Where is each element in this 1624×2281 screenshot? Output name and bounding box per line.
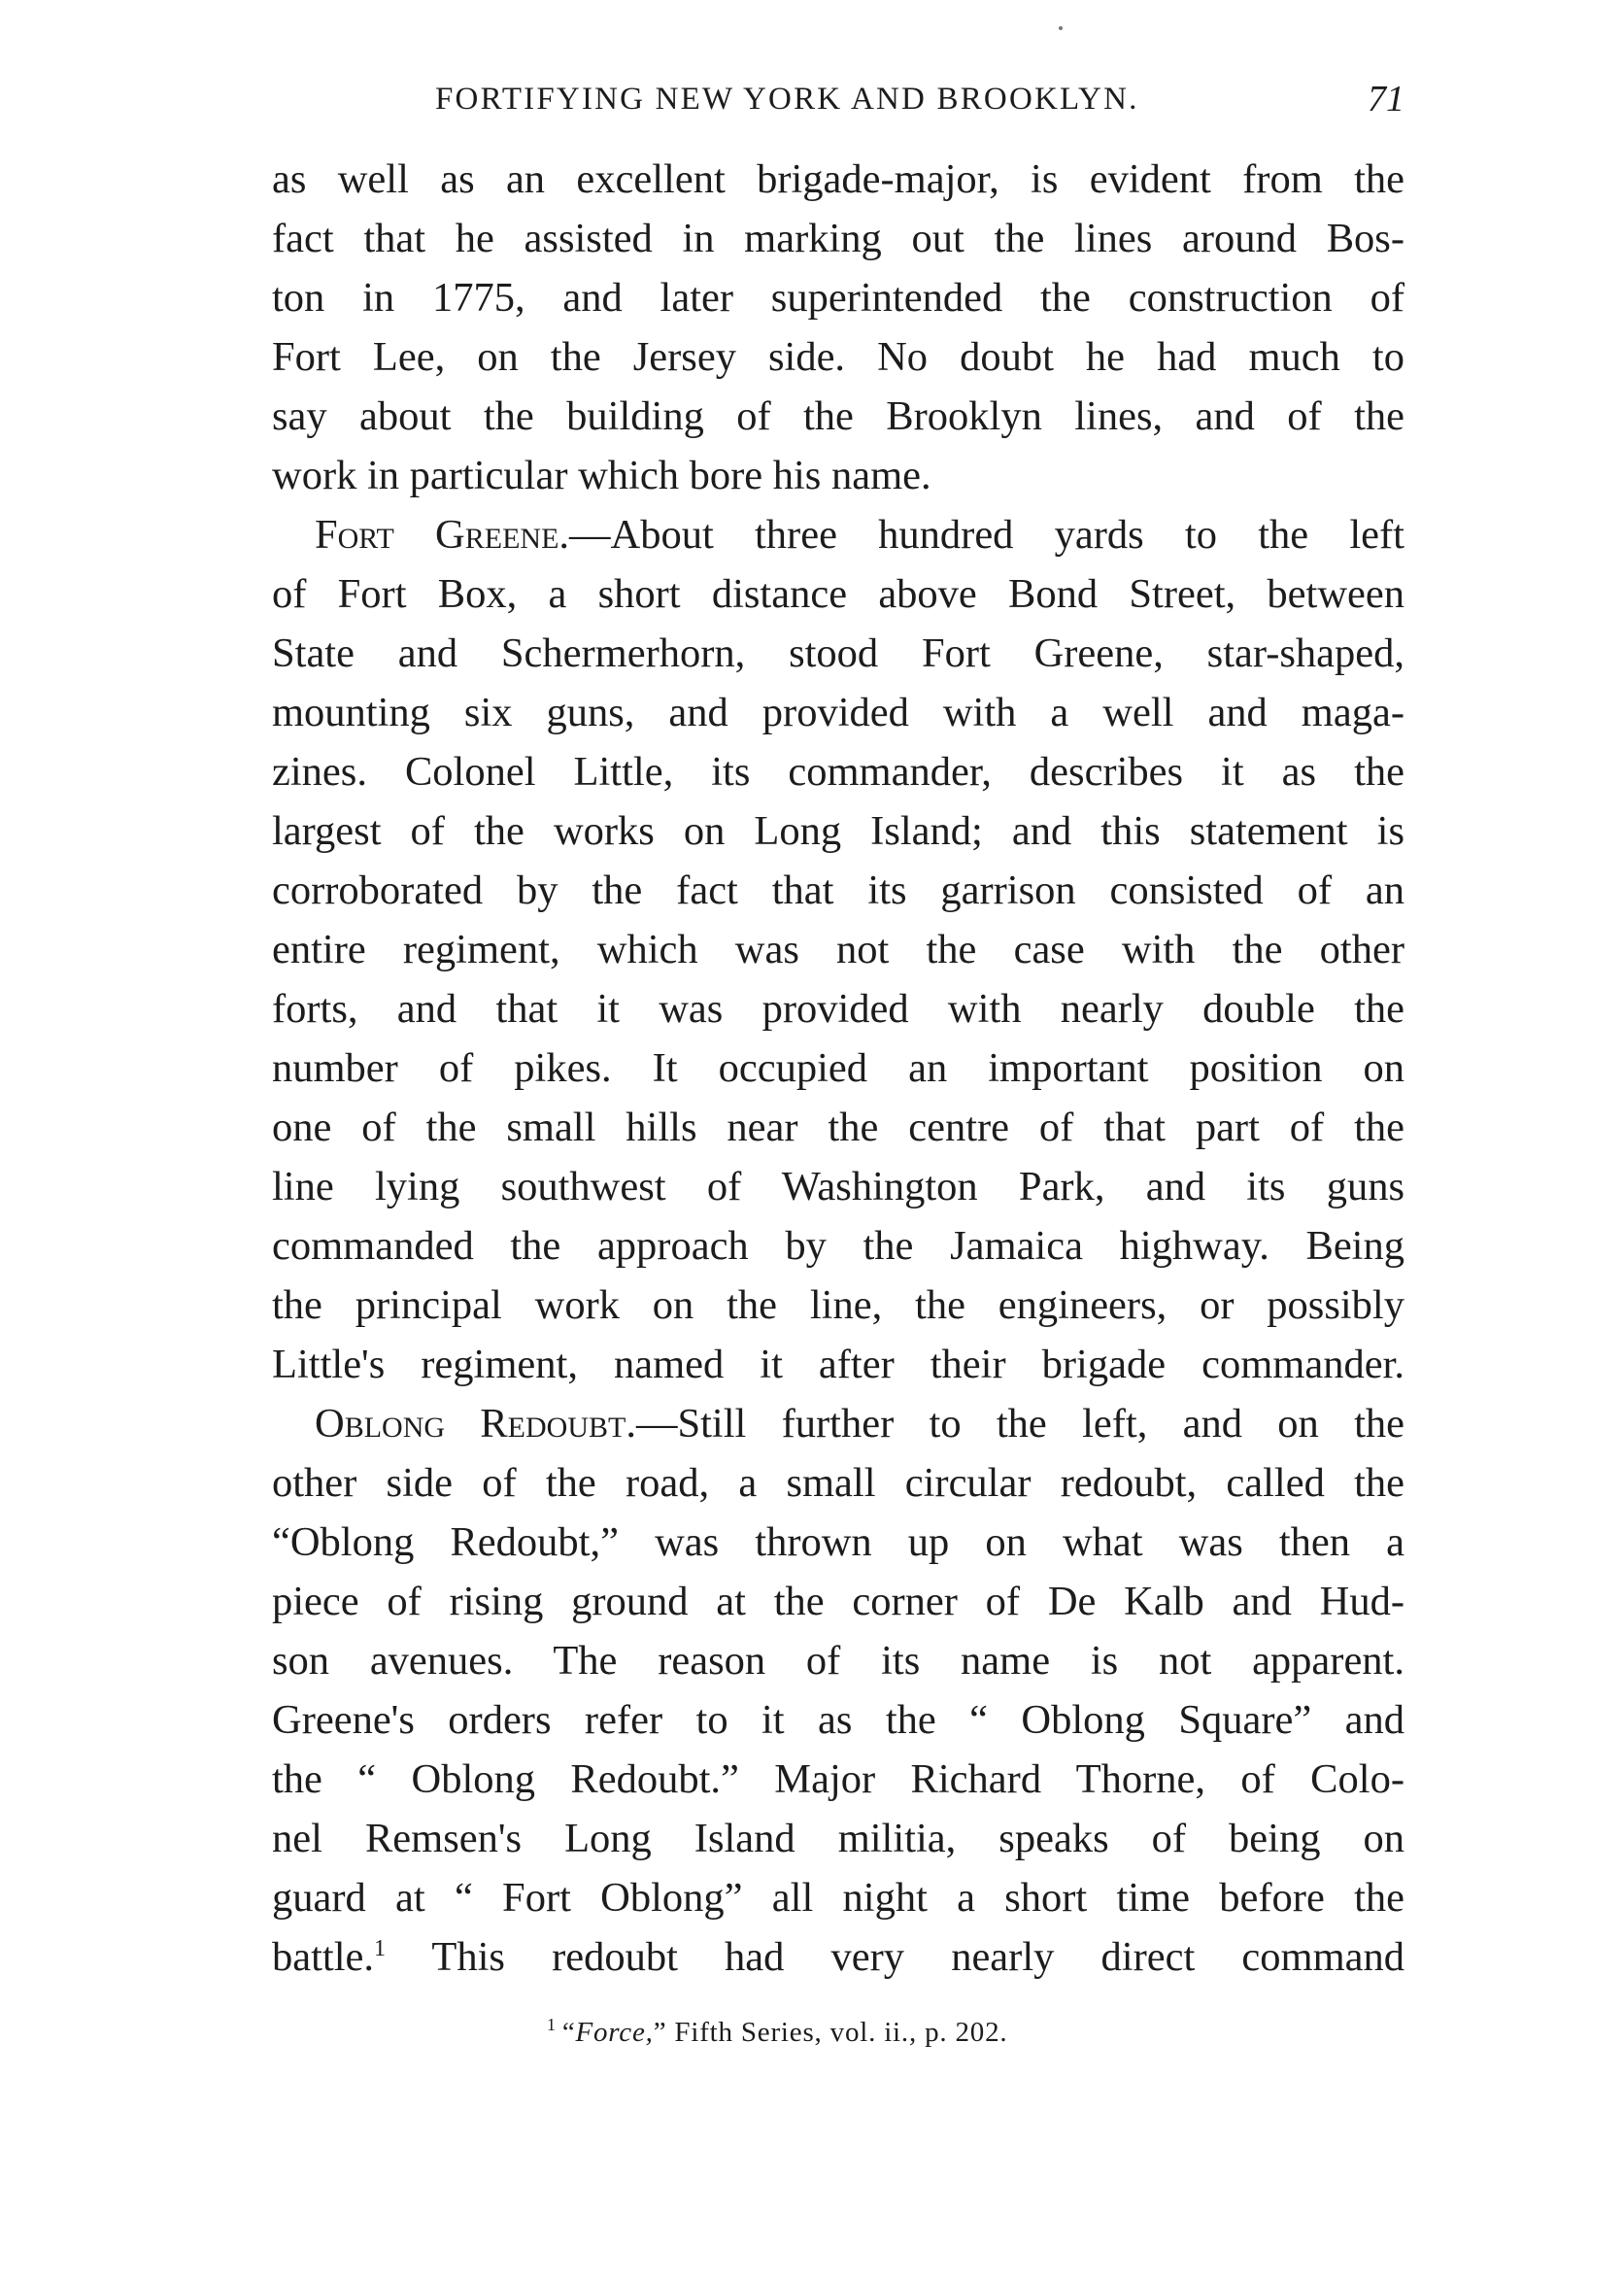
footnote-text: ” Fifth Series, vol. ii., p. 202. [653,2017,1008,2048]
text-line: one of the small hills near the centre of that part of the [272,1105,1404,1150]
text-line: number of pikes. It occupied an important position on [272,1045,1404,1091]
footnote-reference: 1 [374,1935,387,1961]
text-line: forts, and that it was provided with nearly double the [272,986,1404,1032]
footnote-marker: 1 [547,2015,557,2035]
text-line: ton in 1775, and later superintended the construction of [272,275,1404,321]
text-line: entire regiment, which was not the case with the other [272,927,1404,972]
footnote [547,2013,1007,2052]
text-fragment: —About three hundred yards to the left [569,512,1404,558]
footnote-source: Force, [575,2017,654,2048]
text-line: largest of the works on Long Island; and this statement is [272,808,1404,854]
footnote-quote: “ [561,2017,576,2048]
text-line: as well as an excellent brigade-major, is evident from the [272,156,1404,202]
text-line: fact that he assisted in marking out the lines around Bos- [272,216,1404,261]
text-line: other side of the road, a small circular redoubt, called the [272,1460,1404,1506]
text-line: nel Remsen's Long Island militia, speaks of being on [272,1816,1404,1861]
text-line: guard at “ Fort Oblong” all night a short time before the [272,1875,1404,1921]
text-fragment: —Still further to the left, and on the [635,1401,1404,1447]
text-line: Greene's orders refer to it as the “ Oblong Square” and [272,1697,1404,1743]
text-line: of Fort Box, a short distance above Bond Street, between [272,571,1404,617]
text-line: mounting six guns, and provided with a well and maga- [272,690,1404,735]
page-number: 71 [1368,79,1404,119]
text-fragment: This redoubt had very nearly direct command [386,1934,1404,1980]
oblong-redoubt-last-line [272,1927,1404,1987]
running-head [272,70,1404,128]
text-fragment: battle. [272,1934,375,1980]
oblong-redoubt-heading: Oblong Redoubt. [315,1401,636,1447]
text-line: son avenues. The reason of its name is not apparent. [272,1638,1404,1684]
fort-greene-first-line [272,505,1404,564]
text-line: the principal work on the line, the engineers, or possibly [272,1282,1404,1328]
text-line: say about the building of the Brooklyn lines, and of the [272,393,1404,439]
running-title: FORTIFYING NEW YORK AND BROOKLYN. [435,82,1139,117]
text-line: zines. Colonel Little, its commander, describes it as the [272,749,1404,795]
oblong-redoubt-first-line [272,1394,1404,1453]
text-line: corroborated by the fact that its garrison consisted of an [272,868,1404,913]
body-text [272,150,1404,1987]
text-line: line lying southwest of Washington Park, and its guns [272,1164,1404,1209]
text-line: piece of rising ground at the corner of De Kalb and Hud- [272,1579,1404,1624]
text-line: “Oblong Redoubt,” was thrown up on what was then a [272,1519,1404,1565]
text-line: the “ Oblong Redoubt.” Major Richard Thorne, of Colo- [272,1756,1404,1802]
fort-greene-heading: Fort Greene. [315,512,570,558]
text-line: work in particular which bore his name. [272,453,931,498]
scan-speck [1059,26,1063,30]
text-line: Fort Lee, on the Jersey side. No doubt he had much to [272,334,1404,380]
text-line: Little's regiment, named it after their brigade commander. [272,1342,1404,1387]
text-line: State and Schermerhorn, stood Fort Greene, star-shaped, [272,630,1404,676]
text-line: commanded the approach by the Jamaica highway. Being [272,1223,1404,1269]
